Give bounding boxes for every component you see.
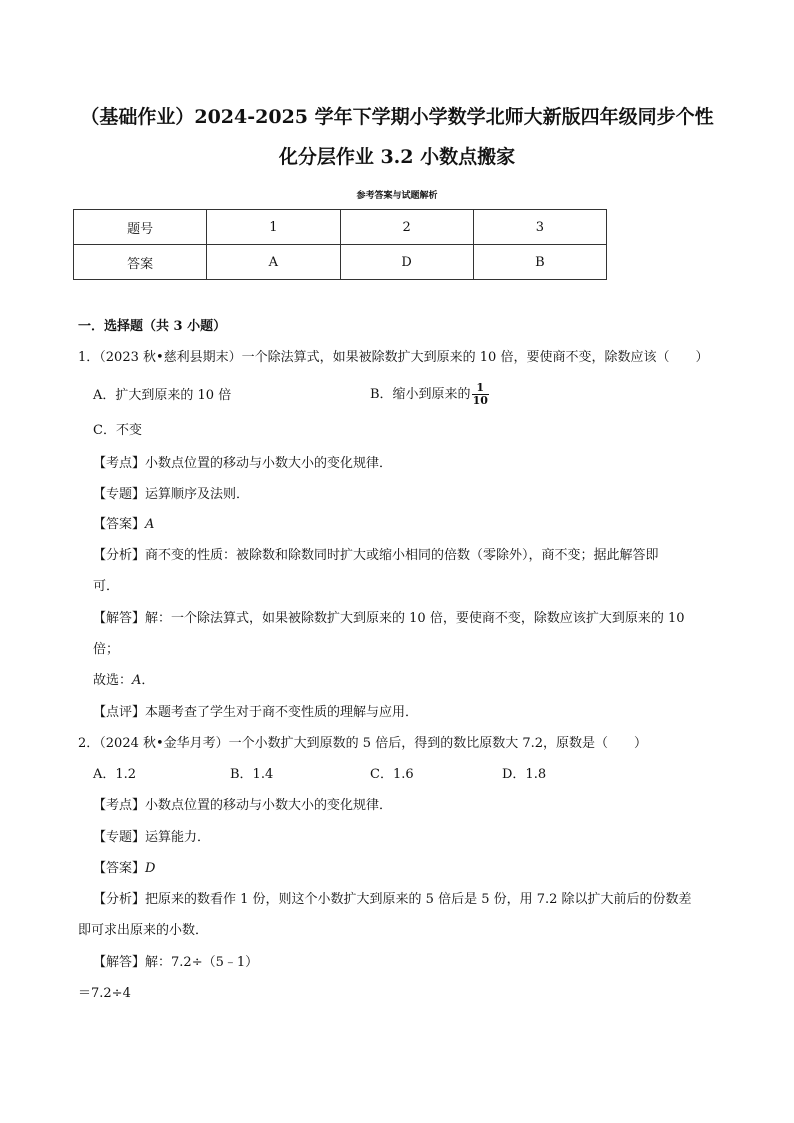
daan-tag: 【答案】: [93, 517, 146, 532]
answer-table-number-row: [74, 210, 607, 245]
section-heading: 一．选择题（共 3 小题）: [78, 319, 227, 334]
q1-fenxi: [93, 547, 659, 565]
q1-jieda-continued: 倍；: [93, 642, 120, 657]
document-title-line-2: 化分层作业 3.2 小数点搬家: [278, 146, 516, 168]
answer-table-label-number: 题号: [74, 210, 207, 245]
answer-table-label-answer: 答案: [74, 245, 207, 280]
zhuanti-tag: 【专题】: [93, 830, 146, 845]
q1-jieda: [93, 610, 685, 628]
daan-tag: 【答案】: [93, 861, 146, 876]
q2-kaodian: [93, 797, 392, 815]
kaodian-text: 小数点位置的移动与小数大小的变化规律．: [145, 456, 393, 471]
answer-table-answer-3: B: [473, 245, 606, 280]
q2-fenxi-continued: 即可求出原来的小数．: [78, 923, 209, 938]
answer-table-number-2: 2: [340, 210, 473, 245]
fenxi-tag: 【分析】: [93, 892, 146, 907]
answer-table: [73, 209, 607, 280]
q1-kaodian: [93, 455, 392, 473]
q1-option-c: C．不变: [93, 423, 142, 438]
q1-option-b-text: B．缩小到原来的: [370, 387, 471, 402]
q2-option-c: C．1.6: [370, 767, 414, 782]
q1-stem: 1．（2023 秋•慈利县期末）一个除法算式，如果被除数扩大到原来的 10 倍，要使商不变，除数应该（ ）: [78, 350, 709, 365]
document-subtitle: 参考答案与试题解析: [356, 191, 438, 201]
fenxi-tag: 【分析】: [93, 548, 146, 563]
q2-zhuanti: [93, 829, 210, 847]
guxuan-answer: A: [132, 673, 142, 688]
q2-option-d: D．1.8: [502, 767, 547, 782]
answer-table-answer-1: A: [207, 245, 340, 280]
q2-option-a: A．1.2: [93, 767, 137, 782]
q1-option-b: [370, 380, 489, 410]
guxuan-prefix: 故选：: [93, 673, 133, 688]
zhuanti-text: 运算能力．: [145, 830, 211, 845]
q2-jieda: [93, 954, 258, 972]
jieda-tag: 【解答】: [93, 955, 146, 970]
fenxi-text: 把原来的数看作 1 份，则这个小数扩大到原来的 5 倍后是 5 份，用 7.2 除以扩大前后的份数差: [145, 892, 692, 907]
q2-fenxi: [93, 891, 692, 909]
q2-jieda-continued: ＝7.2÷4: [78, 986, 131, 1001]
kaodian-tag: 【考点】: [93, 798, 146, 813]
daan-text: D: [145, 861, 156, 876]
kaodian-tag: 【考点】: [93, 456, 146, 471]
q2-daan: [93, 860, 155, 878]
q1-daan: [93, 516, 154, 534]
q1-dianping: [93, 704, 418, 722]
zhuanti-tag: 【专题】: [93, 487, 146, 502]
jieda-text: 解：一个除法算式，如果被除数扩大到原来的 10 倍，要使商不变，除数应该扩大到原来的 10: [145, 611, 685, 626]
dianping-tag: 【点评】: [93, 705, 146, 720]
q1-guxuan: [93, 672, 154, 690]
answer-table-number-3: 3: [473, 210, 606, 245]
answer-table-answer-row: [74, 245, 607, 280]
fraction-numerator: 1: [472, 382, 489, 395]
jieda-tag: 【解答】: [93, 611, 146, 626]
q2-option-b: B．1.4: [230, 767, 274, 782]
answer-table-answer-2: D: [340, 245, 473, 280]
fenxi-text: 商不变的性质：被除数和除数同时扩大或缩小相同的倍数（零除外），商不变；据此解答即: [145, 548, 659, 563]
dianping-text: 本题考查了学生对于商不变性质的理解与应用．: [145, 705, 419, 720]
answer-table-number-1: 1: [207, 210, 340, 245]
jieda-text: 解：7.2÷（5﹣1）: [145, 955, 259, 970]
q1-option-a: A．扩大到原来的 10 倍: [93, 388, 232, 403]
q1-zhuanti: [93, 486, 249, 504]
kaodian-text: 小数点位置的移动与小数大小的变化规律．: [145, 798, 393, 813]
q1-fenxi-continued: 可．: [93, 579, 120, 594]
zhuanti-text: 运算顺序及法则．: [145, 487, 250, 502]
document-title-line-1: （基础作业）2024-2025 学年下学期小学数学北师大新版四年级同步个性: [80, 106, 714, 128]
q1-option-b-fraction: [472, 382, 489, 407]
daan-text: A: [145, 517, 155, 532]
fraction-denominator: 10: [472, 394, 488, 407]
guxuan-suffix: ．: [141, 673, 155, 688]
q2-stem: 2．（2024 秋•金华月考）一个小数扩大到原数的 5 倍后，得到的数比原数大 7.2，原数是（ ）: [78, 736, 647, 751]
